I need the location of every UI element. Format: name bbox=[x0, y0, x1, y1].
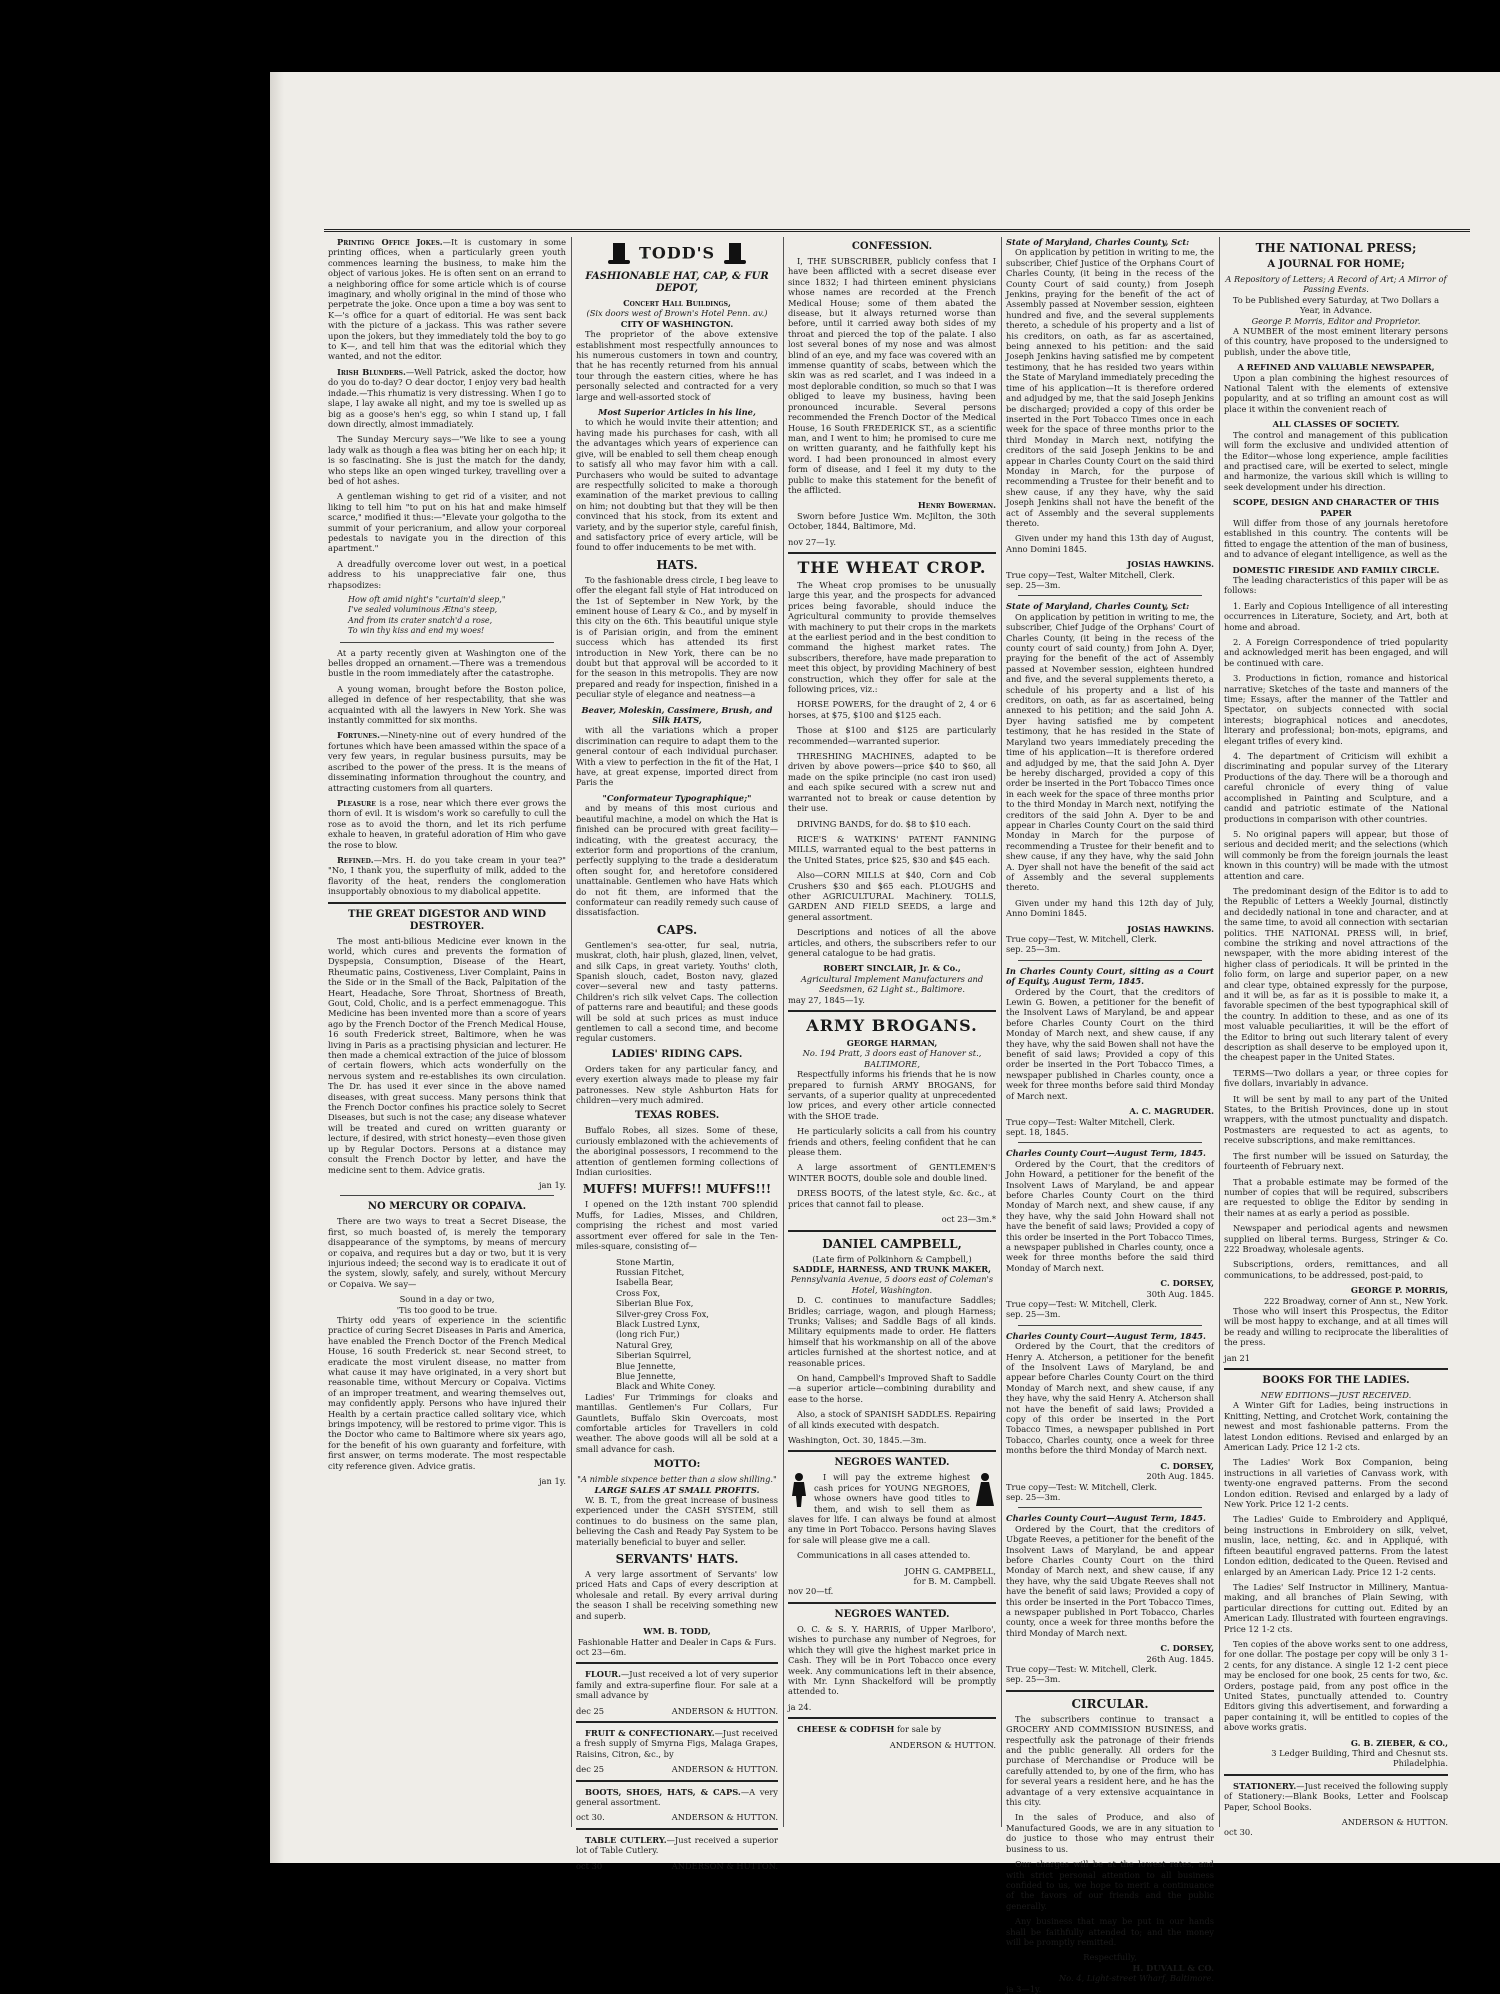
legal-notice-4-date: sep. 25—3m. bbox=[1006, 1309, 1061, 1320]
ad-text: —Just received a lot of very superior family and extra-superfine flour. For sale at a small advance by bbox=[576, 1669, 778, 1701]
negroes-wanted-heading: NEGROES WANTED. bbox=[834, 1457, 950, 1469]
cheese-ad bbox=[788, 1724, 996, 1734]
national-press-item: 4. The department of Criticism will exhibit a discriminating and popular survey of the Literary Productions of the day. There will be a thorough and careful chronicle of every thing of value accomplished in Painting and Sculpture, and a candid and patriotic estimate of the National productions in comparison with other countries. bbox=[1224, 751, 1448, 824]
todd-signature: WM. B. TODD, bbox=[643, 1626, 711, 1637]
legal-notice-6-date: sep. 25—3m. bbox=[1006, 1674, 1061, 1685]
todd-date: oct 23—6m. bbox=[576, 1646, 627, 1657]
national-press-text-9: That a probable estimate may be formed of the number of copies that will be required, subscribers are requested to oblige the Editor by sending in their names at as early a period as possible. bbox=[1224, 1176, 1448, 1218]
mercury-date: jan 1y. bbox=[538, 1476, 566, 1487]
campbell-date: Washington, Oct. 30, 1845.—3m. bbox=[788, 1435, 927, 1445]
caps-text: Gentlemen's sea-otter, fur seal, nutria, muskrat, cloth, hair plush, glazed, linen, velvet, and silk Caps, in great variety. Youths' cloth, Spanish slouch, cadet, Boston navy, glazed cover—several new and tasty patterns. Children's rich silk velvet Caps. The collection of patterns rare and beautiful; and these goods will be sold at such prices as must induce gentlemen to call a second time, and become regular customers. bbox=[576, 939, 778, 1044]
article-gentleman: A gentleman wishing to get rid of a visiter, and not liking to tell him "to put on his hat and make himself scarce," modified it thus:—"Elevate your golgotha to the summit of your pericranium, and allow your corporeal pedestals to navigate you in the direction of this apartment." bbox=[328, 491, 566, 554]
article-lover: A dreadfully overcome lover out west, in a poetical address to his unappreciative fair one, thus rhapsodizes: bbox=[328, 558, 566, 590]
legal-notice-2-true-copy: True copy—Test, W. Mitchell, Clerk. bbox=[1006, 934, 1157, 944]
newspaper-page bbox=[270, 72, 1500, 1994]
fur-item: Isabella Bear, bbox=[616, 1277, 674, 1288]
article-irish-blunders bbox=[328, 367, 566, 429]
national-press-item: 5. No original papers will appear, but those of serious and decided merit; and the selections (which will commonly be from the foreign journals the least known in this country) will be made with the utmost attention and care. bbox=[1224, 828, 1448, 881]
hats-heading: HATS. bbox=[656, 557, 698, 572]
mercury-heading: NO MERCURY OR COPAIVA. bbox=[367, 1201, 527, 1213]
fur-item: Stone Martin, bbox=[616, 1256, 675, 1267]
national-press-text-8: The first number will be issued on Saturday, the fourteenth of February next. bbox=[1224, 1150, 1448, 1172]
mercury-verse-1: Sound in a day or two, bbox=[399, 1294, 495, 1305]
legal-notice-5-text: Ordered by the Court, that the creditors of Henry A. Atcherson, a petitioner for the benefit of the Insolvent Laws of Maryland, be and appear before Charles County Court on the third Monday of March next, and shew cause, if any they have, why the said Henry A. Atcherson shall not have the benefit of said laws; Provided a copy of this order be inserted in the Port Tobacco Times, a newspaper published in Port Tobacco, Charles county, once a week for three months before the third Monday of March next. bbox=[1006, 1341, 1214, 1456]
ad-text: —A very general assortment. bbox=[576, 1786, 778, 1807]
article-text: —Well Patrick, asked the doctor, how do you do to-day? O dear doctor, I enjoy very bad health indade.—This rhumatiz is very distressing. When I go to slape, I lay awake all night, and my toe is swelled up as big as a goose's hen's egg, so whin I stand up, I fall down directly, almost immadiately. bbox=[328, 366, 566, 429]
conformateur: "Conformateur Typographique;" bbox=[602, 792, 752, 803]
national-press-text: A NUMBER of the most eminent literary persons of this country, have proposed to the undersigned to publish, under the above title, bbox=[1224, 326, 1448, 357]
top-hat-icon bbox=[722, 241, 748, 267]
column-rule bbox=[1219, 237, 1220, 1827]
books-heading: BOOKS FOR THE LADIES. bbox=[1262, 1375, 1410, 1386]
national-press-item: 1. Early and Copious Intelligence of all interesting occurrences in Literature, Society, and Art, both at home and abroad. bbox=[1224, 600, 1448, 632]
poem bbox=[348, 595, 566, 637]
ad-heading: FLOUR. bbox=[585, 1669, 621, 1680]
national-press-sub: A JOURNAL FOR HOME; bbox=[1267, 259, 1405, 270]
negroes-wanted-signature-2: for B. M. Campbell. bbox=[913, 1576, 996, 1587]
stationery-date: oct 30. bbox=[1224, 1827, 1253, 1838]
circular-text-3: Our charges will be at the lowest rates, and with strict personal attention to all business confided to us, we hope to merit a continuance of the favors of our friends and the public generally. bbox=[1006, 1859, 1214, 1911]
fur-list bbox=[616, 1257, 778, 1392]
legal-notice-1-date: sep. 25—3m. bbox=[1006, 580, 1061, 590]
servants-text: A very large assortment of Servants' low priced Hats and Caps of every description at wholesale and retail. By every arrival during the season I shall be receiving something new and superb. bbox=[576, 1569, 778, 1621]
wheat-heading: THE WHEAT CROP. bbox=[797, 557, 987, 577]
legal-notice-1-signature: JOSIAS HAWKINS. bbox=[1127, 559, 1214, 570]
legal-notice-4-signature-date: 30th Aug. 1845. bbox=[1146, 1288, 1214, 1299]
ad-date: oct 30 bbox=[576, 1860, 603, 1871]
mercury-text-2: Thirty odd years of experience in the scientific practice of curing Secret Diseases in Paris and America, have enabled the French Doctor of the French Medical House, 16 south Frederick st. near Second street, to eradicate the most virulent disease, no matter from what cause it may have originated, in a very short but reasonable time, without Mercury or Copaiva. Victims of an improper treatment, and wearing themselves out, may confidently apply. Persons who have injured their Health by a certain practice called solitary vice, which brings impotency, will be restored to prime vigor. This is the Doctor who came to Baltimore where six years ago, for the benefit of his own guaranty and forfeiture, with first answer, on terms moderate. The most respectable city reference given. Advice gratis. bbox=[328, 1314, 566, 1471]
harman-text-4: DRESS BOOTS, of the latest style, &c. &c., at prices that cannot fail to please. bbox=[788, 1188, 996, 1209]
ad-signature: ANDERSON & HUTTON. bbox=[671, 1705, 778, 1716]
confession-heading: CONFESSION. bbox=[851, 241, 933, 252]
column-5 bbox=[1224, 237, 1448, 1837]
national-press-text-5: The leading characteristics of this paper will be as follows: bbox=[1224, 574, 1448, 596]
national-press-item: 3. Productions in fiction, romance and historical narrative; Sketches of the taste and manners of the time; Essays, after the manner of the Tattler and Spectator, on subjects connected with social interests; biographical notices and anecdotes, literary and professional; bon-mots, epigrams, and elegant trifles of every kind. bbox=[1224, 673, 1448, 746]
fruit-ad bbox=[576, 1728, 778, 1759]
negroes-wanted-text-2: Communications in all cases attended to. bbox=[797, 1550, 971, 1561]
cutlery-signature bbox=[576, 1861, 778, 1871]
servants-heading: SERVANTS' HATS. bbox=[615, 1552, 739, 1567]
circular-text-4: Any business that may be put in our hands shall be faithfully attended to; and the money will be promptly remitted. bbox=[1006, 1916, 1214, 1947]
todd-title-text: TODD'S bbox=[638, 243, 716, 263]
threshing-machines: THRESHING MACHINES, adapted to be driven by above powers—price $40 to $60, all made on the spike principle (no cast iron used) and each spike secured with a screw nut and warranted not to break or cause detention by their use. bbox=[788, 751, 996, 814]
circular-text: The subscribers continue to transact a GROCERY AND COMMISSION BUSINESS, and respectfully ask the patronage of their friends and the public generally. All orders for the purchase of Merchandise or Produce will be carefully attended to, by one of the firm, who has for several years a resident here, and he has the advantage of a very extensive acquaintance in this city. bbox=[1006, 1713, 1214, 1808]
confession-date: nov 27—1y. bbox=[788, 536, 837, 547]
harman-text-2: He particularly solicits a call from his country friends and others, feeling confident that he can please them. bbox=[788, 1126, 996, 1158]
harman-date: oct 23—3m.* bbox=[941, 1214, 996, 1225]
ad-signature: ANDERSON & HUTTON. bbox=[671, 1812, 778, 1823]
todd-title bbox=[576, 241, 778, 267]
muffs-text: I opened on the 12th instant 700 splendid Muffs, for Ladies, Misses, and Children, comprising the richest and most varied assortment ever offered for sale in the Ten-miles-square, consisting of— bbox=[576, 1199, 778, 1252]
harman-text-3: A large assortment of GENTLEMEN'S WINTER BOOTS, double sole and double lined. bbox=[788, 1162, 996, 1183]
circular-text-2: In the sales of Produce, and also of Manufactured Goods, we are in any situation to do justice to those who may entrust their business to us. bbox=[1006, 1812, 1214, 1854]
motto-sub: LARGE SALES AT SMALL PROFITS. bbox=[594, 1484, 760, 1495]
article-heading: Pleasure bbox=[337, 797, 376, 808]
article-washington-party: At a party recently given at Washington one of the belles dropped an ornament.—There was a tremendous bustle in the room immediately after the catastrophe. bbox=[328, 647, 566, 679]
ad-heading: TABLE CUTLERY. bbox=[585, 1834, 667, 1845]
legal-notice-2-given: Given under my hand this 12th day of July, Anno Domini 1845. bbox=[1006, 897, 1214, 919]
ad-heading: FRUIT & CONFECTIONARY. bbox=[585, 1727, 715, 1738]
column-4 bbox=[1006, 237, 1214, 1994]
fur-item: Silver-grey Cross Fox, bbox=[616, 1308, 709, 1319]
ad-date: oct 30. bbox=[576, 1812, 605, 1823]
harman-address: No. 194 Pratt, 3 doors east of Hanover st., BALTIMORE, bbox=[802, 1048, 982, 1069]
digestor-date: jan 1y. bbox=[538, 1179, 566, 1190]
national-press-terms: To be Published every Saturday, at Two Dollars a Year, in Advance. bbox=[1232, 294, 1440, 316]
motto-heading: MOTTO: bbox=[653, 1459, 701, 1471]
legal-notice-5-true-copy: True copy—Test: W. Mitchell, Clerk. bbox=[1006, 1481, 1158, 1492]
flour-signature bbox=[576, 1706, 778, 1716]
column-rule bbox=[1001, 237, 1002, 1827]
catalogue: Descriptions and notices of all the above articles, and others, the subscribers refer to our general catalogue to be had gratis. bbox=[788, 927, 996, 958]
wheat-text: The Wheat crop promises to be unusually large this year, and the prospects for advanced prices being favorable, should induce the Agricultural community to provide themselves with machinery to put their crops in the markets at the earliest period and in the best condition to command the highest market rates. The subscribers, therefore, have made preparation to meet this object, by providing Machinery of best construction, which they offer for sale at the following prices, viz.: bbox=[788, 579, 996, 695]
national-press-editor: George P. Morris, Editor and Proprietor. bbox=[1251, 315, 1421, 326]
todd-address: Concert Hall Buildings, bbox=[623, 298, 731, 308]
books-sub: NEW EDITIONS—JUST RECEIVED. bbox=[1260, 1390, 1412, 1400]
legal-notice-2-heading: State of Maryland, Charles County, Sct: bbox=[1006, 601, 1190, 612]
negroes-wanted-text: I will pay the extreme highest cash prices for YOUNG NEGROES, whose owners have good titles to them, and wish to sell them as slaves for life. I can always be found at almost any time in Port Tobacco. Persons having Slaves for sale will please give me a call. bbox=[788, 1472, 996, 1545]
national-press-text-10: Newspaper and periodical agents and newsmen supplied on liberal terms. Burgess, Stringer & Co. 222 Broadway, wholesale agents. bbox=[1224, 1223, 1448, 1254]
fur-item: Cross Fox, bbox=[616, 1287, 661, 1298]
legal-notice-5-date: sep. 25—3m. bbox=[1006, 1491, 1061, 1502]
sinclair-date: may 27, 1845—1y. bbox=[788, 994, 865, 1005]
legal-notice-2-date: sep. 25—3m. bbox=[1006, 944, 1061, 955]
legal-notice-3-signature: A. C. MAGRUDER. bbox=[1129, 1106, 1214, 1117]
campbell-sub-2: SADDLE, HARNESS, AND TRUNK MAKER, bbox=[792, 1263, 992, 1274]
fanning-mills: RICE'S & WATKINS' PATENT FANNING MILLS, warranted equal to the best patterns in the United States, price $25, $30 and $45 each. bbox=[788, 833, 996, 865]
caps-heading: CAPS. bbox=[656, 922, 698, 937]
legal-notice-4-text: Ordered by the Court, that the creditors of John Howard, a petitioner for the benefit of the Insolvent Laws of Maryland, be and appear before Charles County Court on the third Monday of March next, and shew cause, if any they have, why the said John Howard shall not have the benefit of said laws; Provided a copy of this order be inserted in the Port Tobacco Times, a newspaper published in Charles county, once a week for three months before the said third Monday of March next. bbox=[1006, 1158, 1214, 1273]
article-text: is a rose, near which there ever grows the thorn of evil. It is wisdom's work so carefully to cull the rose as to avoid the thorn, and let its rich perfume exhale to heaven, in grateful adoration of Him who gave the rose to blow. bbox=[328, 797, 566, 850]
circular-respectfully: Respectfully, bbox=[1083, 1952, 1137, 1963]
ad-signature: ANDERSON & HUTTON. bbox=[671, 1764, 778, 1775]
poem-line: And from its crater snatch'd a rose, bbox=[348, 615, 493, 625]
legal-notice-3-true-copy: True copy—Test: Walter Mitchell, Clerk. bbox=[1006, 1116, 1175, 1127]
harman-text: Respectfully informs his friends that he is now prepared to furnish ARMY BROGANS, for servants, of a superior quality at unprecedented low prices, and every other article connected with the SHOE trade. bbox=[788, 1069, 996, 1121]
ad-text: —Just received the following supply of Stationery:—Blank Books, Letter and Foolscap Paper, School Books. bbox=[1224, 1780, 1448, 1812]
negroes-wanted-signature: JOHN G. CAMPBELL, bbox=[904, 1565, 996, 1576]
hats-text-2: with all the variations which a proper discrimination can require to adapt them to the general contour of each individual purchaser. With a view to perfection in the fit of the Hat, I have, at great expense, imported direct from Paris the bbox=[576, 725, 778, 788]
cutlery-ad bbox=[576, 1835, 778, 1856]
conformateur-text: and by means of this most curious and beautiful machine, a model on which the Hat is finished can be procured with great facility—indicating, with the greatest accuracy, the exterior form and proportions of the cranium, perfectly supplying to the trade a desideratum often sought for, and heretofore considered unattainable. Gentlemen who have Hats which do not fit them, are informed that the conformateur can readily remedy such cause of dissatisfaction. bbox=[576, 803, 778, 918]
article-pleasure bbox=[328, 798, 566, 850]
article-young-woman: A young woman, brought before the Boston police, alleged in defence of her respectability, that she was acquainted with all the lawyers in New York. She was instantly committed for six months. bbox=[328, 683, 566, 726]
sinclair-address: Agricultural Implement Manufacturers and Seedsmen, 62 Light st., Baltimore. bbox=[800, 973, 984, 995]
driving-bands: DRIVING BANDS, for do. $8 to $10 each. bbox=[797, 818, 971, 829]
wbt-text: W. B. T., from the great increase of business experienced under the CASH SYSTEM, still continues to do business on the same plan, believing the Cash and Ready Pay System to be materially beneficial to buyer and seller. bbox=[576, 1495, 778, 1547]
army-brogans-heading: ARMY BROGANS. bbox=[806, 1016, 978, 1035]
legal-notice-5-heading: Charles County Court—August Term, 1845. bbox=[1006, 1330, 1206, 1341]
column-rule bbox=[571, 237, 572, 1827]
column-2 bbox=[576, 237, 778, 1871]
legal-notice-6-heading: Charles County Court—August Term, 1845. bbox=[1006, 1513, 1206, 1524]
todd-city: CITY OF WASHINGTON. bbox=[620, 318, 734, 329]
national-press-text-4: Will differ from those of any journals heretofore established in this country. The contents will be fitted to engage the attention of the man of business, and to advance of elegant intelligence, as well as the bbox=[1224, 517, 1448, 560]
article-text: —It is customary in some printing offices, when a particularly green youth commences learning the business, to make him the object of various jokes. He is often sent on an errand to a neighboring office for some article which is of course imaginary, and wholly original in the mind of those who perpetrate the joke. Once upon a time a boy was sent to K—'s office for a quart of editorial. He was sent back with the picture of a jackass. This was rather severe upon the jokers, but they immediately told the boy to go to K—, and tell him that was the editorial which they wanted, and not the editor. bbox=[328, 237, 566, 362]
texas-robes-text: Buffalo Robes, all sizes. Some of these, curiously emblazoned with the achievements of the aboriginal possessors, I recommend to the attention of gentlemen forming collections of Indian curiosities. bbox=[576, 1125, 778, 1178]
corn-mills: Also—CORN MILLS at $40, Corn and Cob Crushers $30 and $65 each. PLOUGHS and other AGRICULTURAL Machinery. TOLLS, GARDEN AND FIELD SEEDS, a large and general assortment. bbox=[788, 870, 996, 922]
ad-text: for sale by bbox=[896, 1724, 942, 1735]
book-item: The Ladies' Guide to Embroidery and Appliqué, being instructions in Embroidery on silk, velvet, muslin, lace, netting, &c. and in Appliqué, with fifteen beautiful engraved patterns. From the latest London edition, dedicated to the Queen. Revised and enlarged by an American Lady. Price 12 1-2 cents. bbox=[1224, 1514, 1448, 1577]
todd-superior: Most Superior Articles in his line, bbox=[598, 407, 756, 418]
article-heading: Irish Blunders. bbox=[337, 366, 406, 377]
top-rule bbox=[324, 229, 1470, 232]
article-sunday-mercury: The Sunday Mercury says—"We like to see a young lady walk as though a flea was biting her on each hip; it is so fascinating. She is just the match for the dandy, who steps like an open winged turkey, travelling over a bed of hot ashes. bbox=[328, 434, 566, 486]
negroes-wanted-date: nov 20—tf. bbox=[788, 1586, 834, 1597]
figure-engraving-icon bbox=[788, 1472, 810, 1508]
harman-name: GEORGE HARMAN, bbox=[846, 1038, 938, 1048]
fur-item: Siberian Blue Fox, bbox=[616, 1298, 694, 1309]
legal-notice-4-signature: C. DORSEY, bbox=[1160, 1278, 1214, 1289]
motto-text: "A nimble sixpence better than a slow shilling." bbox=[577, 1474, 777, 1485]
fur-item: (long rich Fur,) bbox=[616, 1329, 680, 1340]
flour-ad bbox=[576, 1669, 778, 1700]
fur-item: Siberian Squirrel, bbox=[616, 1350, 692, 1361]
fur-item: Russian Fitchet, bbox=[616, 1266, 685, 1277]
national-press-date: jan 21 bbox=[1224, 1352, 1251, 1363]
article-printing-jokes bbox=[328, 237, 566, 362]
boots-ad bbox=[576, 1787, 778, 1808]
riding-caps-heading: LADIES' RIDING CAPS. bbox=[611, 1048, 743, 1060]
column-rule bbox=[783, 237, 784, 1827]
furs-text: Ladies' Fur Trimmings for cloaks and mantillas. Gentlemen's Fur Collars, Fur Gauntlets, Buffalo Skin Overcoats, most comfortable articles for Travellers in cold weather. The above goods will all be sold at a small advance for cash. bbox=[576, 1391, 778, 1454]
fur-item: Blue Jennette, bbox=[616, 1360, 676, 1371]
legal-notice-3-date: sept. 18, 1845. bbox=[1006, 1126, 1069, 1137]
fur-item: Black Lustred Lynx, bbox=[616, 1318, 700, 1329]
riding-caps-text: Orders taken for any particular fancy, and every exertion always made to please my fair patronesses. New style Ashburton Hats for children—very much admired. bbox=[576, 1063, 778, 1106]
books-signature: G. B. ZIEBER, & CO., bbox=[1350, 1737, 1448, 1748]
national-press-circle: DOMESTIC FIRESIDE AND FAMILY CIRCLE. bbox=[1232, 564, 1440, 575]
legal-notice-1-given: Given under my hand this 13th day of August, Anno Domini 1845. bbox=[1006, 533, 1214, 554]
national-press-refined: A REFINED AND VALUABLE NEWSPAPER, bbox=[1237, 362, 1435, 373]
book-item: A Winter Gift for Ladies, being instructions in Knitting, Netting, and Crotchet Work, containing the newest and most fashionable patterns. From the latest London editions. Revised and enlarged by an American Lady. Price 12 1-2 cts. bbox=[1224, 1400, 1448, 1453]
article-refined bbox=[328, 855, 566, 897]
legal-notice-3-text: Ordered by the Court, that the creditors of Lewin G. Bowen, a petitioner for the benefit of the Insolvent Laws of Maryland, be and appear before Charles County Court on the third Monday of March next, and shew cause, if any they have, why the said Bowen shall not have the benefit of said laws; Provided a copy of this order be inserted in the Port Tobacco Times, a newspaper published in Charles county, once a week for three months before said third Monday of March next. bbox=[1006, 986, 1214, 1101]
stationery-ad bbox=[1224, 1781, 1448, 1812]
campbell-heading: DANIEL CAMPBELL, bbox=[822, 1236, 962, 1251]
legal-notice-6-true-copy: True copy—Test: W. Mitchell, Clerk. bbox=[1006, 1664, 1158, 1674]
legal-notice-5-signature-date: 20th Aug. 1845. bbox=[1146, 1471, 1214, 1482]
books-text: Ten copies of the above works sent to one address, for one dollar. The postage per copy will be only 3 1-2 cents, for any distance. A single 12 1-2 cent piece may be enclosed for one book, 25 cents for two, &c. Orders, postage paid, from any post office in the United States, punctually attended to. Country Editors giving this advertisement, and forwarding a paper containing it, will be entitled to copies of the above works gratis. bbox=[1224, 1638, 1448, 1733]
ad-heading: BOOTS, SHOES, HATS, & CAPS. bbox=[585, 1786, 741, 1797]
todd-subtitle: FASHIONABLE HAT, CAP, & FUR DEPOT, bbox=[585, 271, 769, 294]
todd-address-2: (Six doors west of Brown's Hotel Penn. av.) bbox=[586, 308, 768, 319]
article-text: —Mrs. H. do you take cream in your tea?" "No, I thank you, the superfluity of milk, added to the flavority of the heat, renders the conglomeration insupportably obnoxious to my diabolical appetite. bbox=[328, 854, 566, 897]
confession-signature: Henry Bowerman. bbox=[917, 500, 996, 511]
campbell-address: Pennsylvania Avenue, 5 doors east of Coleman's Hotel, Washington. bbox=[790, 1274, 994, 1295]
national-press-address: 222 Broadway, corner of Ann st., New York. bbox=[1264, 1295, 1448, 1306]
national-press-terms-2: TERMS—Two dollars a year, or three copies for five dollars, invariably in advance. bbox=[1224, 1067, 1448, 1089]
digestor-heading: THE GREAT DIGESTOR AND WIND DESTROYER. bbox=[347, 908, 547, 932]
legal-notice-5-signature: C. DORSEY, bbox=[1160, 1460, 1214, 1471]
column-1 bbox=[328, 237, 566, 1837]
article-fortunes bbox=[328, 730, 566, 792]
hats-text: To the fashionable dress circle, I beg leave to offer the elegant fall style of Hat introduced on the 1st of September in New York, by the eminent house of Leary & Co., and by myself in this city on the 6th. This beautiful unique style is of Parisian origin, and from the eminent success which has attended its first introduction in New York, there can be no doubt but that approval will be accorded to it for the season in this metropolis. They are now prepared and ready for inspection, finished in a peculiar style of elegance and neatness—a bbox=[576, 574, 778, 700]
ad-text: —Just received a superior lot of Table Cutlery. bbox=[576, 1834, 778, 1856]
fur-item: Blue Jennette, bbox=[616, 1370, 676, 1381]
poem-line: I've sealed voluminous Ætna's steep, bbox=[348, 605, 498, 615]
mercury-text: There are two ways to treat a Secret Disease, the first, so much boasted of, is merely the temporary disappearance of the symptoms, by means of mercury or copaiva, and requires but a day or two, but it is very injurious indeed; the second way is to eradicate it out of the system, slowly, safely, and surely, without Mercury or Copaiva. We say— bbox=[328, 1216, 566, 1289]
legal-notice-6-signature: C. DORSEY, bbox=[1160, 1643, 1214, 1654]
legal-notice-2-text: On application by petition in writing to me, the subscriber, Chief Judge of the Orphans' Court of Charles County, (it being in the recess of the county court of said county,) from John A. Dyer, praying for the benefit of the act of Assembly passed at November session, eighteen hundred and five, and the several supplements thereto, a schedule of his property and a list of his creditors, on oath, as far as ascertained, being annexed to his petition; and the said John A. Dyer having satisfied me by competent testimony, that he has resided in the State of Maryland two years immediately preceding the time of his application—It is therefore ordered and adjudged by me, that the said John A. Dyer be hereby discharged, provided a copy of this order be inserted in the Port Tobacco Times once in each week for the space of three months prior to the third Monday in March next, notifying the creditors of the said John A. Dyer to be and appear in Charles County Court on the said third Monday in March for the purpose of recommending a Trustee for their benefit and to shew cause, if any they have, why the said John A. Dyer shall not have the benefit of the said act of Assembly and the several supplements thereto. bbox=[1006, 611, 1214, 893]
circular-signature: H. DUVALL & CO. bbox=[1132, 1962, 1214, 1973]
ad-signature: ANDERSON & HUTTON. bbox=[671, 1860, 778, 1871]
circular-heading: CIRCULAR. bbox=[1071, 1696, 1149, 1711]
confession-text: I, THE SUBSCRIBER, publicly confess that I have been afflicted with a secret disease ever since 1832; I had thirteen eminent physicians whose names are recorded at the French Medical House; some of them abated the disease, but it always returned worse than before, until it carried away both sides of my throat and pierced the top of the palate. I also lost several bones of my nose and was almost blind of an eye, and my face was covered with an immense quantity of scabs, between which the skin was as red scarlet, and I was indeed in a most deplorable condition, so much so that I was obliged to leave my business, having been pronounced incurable. Several persons recommended the French Doctor of the Medical House, 16 South FREDERICK ST., as a scientific man, and I went to him; he promised to cure me on written guaranty, and he faithfully kept his word. I had been pronounced in almost every form of disease, and I feel it my duty to the public to make this statement for the benefit of the afflicted. bbox=[788, 256, 996, 495]
national-press-text-3: The control and management of this publication will form the exclusive and undivided attention of the Editor—whose long experience, ample facilities and practised care, will be exerted to select, mingle and harmonize, the various skill which is willing to seek development under his direction. bbox=[1224, 429, 1448, 492]
ad-text: —Just received a fresh supply of Smyrna Figs, Malaga Grapes, Raisins, Citron, &c., by bbox=[576, 1727, 778, 1759]
todd-signature-2: Fashionable Hatter and Dealer in Caps & Furs. bbox=[577, 1636, 777, 1647]
ad-date: dec 25 bbox=[576, 1764, 605, 1775]
national-press-scope: SCOPE, DESIGN AND CHARACTER OF THIS PAPER bbox=[1232, 497, 1440, 518]
legal-notice-4-true-copy: True copy—Test: W. Mitchell, Clerk. bbox=[1006, 1299, 1158, 1309]
campbell-sub: (Late firm of Polkinhorn & Campbell,) bbox=[812, 1253, 972, 1264]
national-press-item: 2. A Foreign Correspondence of tried popularity and acknowledged merit has been engaged, and will be continued with care. bbox=[1224, 637, 1448, 668]
boots-signature bbox=[576, 1812, 778, 1822]
book-item: The Ladies' Work Box Companion, being instructions in all varieties of Canvass work, with twenty-one engraved patterns. From the second London edition. Revised and enlarged by a lady of New York. Price 12 1-2 cents. bbox=[1224, 1457, 1448, 1510]
stationery-signature: ANDERSON & HUTTON. bbox=[1341, 1817, 1448, 1828]
poem-line: How oft amid night's "curtain'd sleep," bbox=[348, 595, 506, 604]
poem-line: To win thy kiss and end my woes! bbox=[348, 626, 485, 636]
legal-notice-3-heading: In Charles County Court, sitting as a Court of Equity, August Term, 1845. bbox=[1006, 965, 1214, 987]
article-heading: Fortunes. bbox=[337, 730, 380, 741]
national-press-text-6: The predominant design of the Editor is to add to the Republic of Letters a Weekly Journal, distinctly and decidedly national in tone and character, and at the same time, to avoid all connection with sectarian politics. THE NATIONAL PRESS will, in brief, combine the striking and novel attractions of the newspaper, with the more abiding interest of the higher class of periodicals. It will be printed in the folio form, on large and superior paper, on a new and clear type, obtained expressly for the purpose, and it will be, as far as it is possible to make it, a favorable specimen of the best typographical skill of the country. In addition to these, and as one of its most valuable peculiarities, it will be the effort of the Editor to bring out such literary talent of every description as shall deserve to be employed upon it, the cheapest paper in the United States. bbox=[1224, 885, 1448, 1063]
fur-item: Natural Grey, bbox=[616, 1339, 673, 1350]
todd-text: The proprietor of the above extensive establishment most respectfully announces to his numerous customers in town and country, that he has recently returned from his annual tour through the eastern cities, where he has personally selected and contracted for a very large and well-assorted stock of bbox=[576, 329, 778, 402]
national-press-sub-2: A Repository of Letters; A Record of Art; A Mirror of Passing Events. bbox=[1225, 274, 1447, 295]
negroes-wanted-2-heading: NEGROES WANTED. bbox=[834, 1608, 950, 1620]
ad-heading: CHEESE & CODFISH bbox=[797, 1724, 895, 1735]
campbell-text: D. C. continues to manufacture Saddles; Bridles; carriage, wagon, and plough Harness; Trunks; Valises; and Saddle Bags of all kinds. Military equipments made to order. He flatters himself that his workmanship on all of the above articles furnished at the shortest notice, and at reasonable prices. bbox=[788, 1295, 996, 1368]
legal-notice-1-heading: State of Maryland, Charles County, Sct: bbox=[1006, 237, 1190, 247]
legal-notice-6-text: Ordered by the Court, that the creditors of Ubgate Reeves, a petitioner for the benefit of the Insolvent Laws of Maryland, be and appear before Charles County Court on the third Monday of March next, and shew cause, if any they have, why the said Ubgate Reeves shall not have the benefit of said laws; Provided a copy of this order be inserted in the Port Tobacco Times, a newspaper published in Port Tobacco, Charles county, once a week for three months before the third Monday of March next. bbox=[1006, 1523, 1214, 1638]
fruit-signature bbox=[576, 1764, 778, 1774]
legal-notice-1-true-copy: True copy—Test, Walter Mitchell, Clerk. bbox=[1006, 569, 1175, 580]
horse-powers: HORSE POWERS, for the draught of 2, 4 or 6 horses, at $75, $100 and $125 each. bbox=[788, 699, 996, 720]
figure-engraving-icon bbox=[974, 1472, 996, 1508]
ad-date: dec 25 bbox=[576, 1705, 605, 1716]
circular-address: No. 4, Light-street Wharf, Baltimore. bbox=[1058, 1973, 1214, 1984]
national-press-classes: ALL CLASSES OF SOCIETY. bbox=[1272, 419, 1400, 430]
legal-notice-6-signature-date: 26th Aug. 1845. bbox=[1146, 1653, 1214, 1664]
ad-heading: STATIONERY. bbox=[1233, 1780, 1297, 1791]
national-press-text-11: Subscriptions, orders, remittances, and all communications, to be addressed, post-paid, to bbox=[1224, 1259, 1448, 1280]
circular-date: ja 3—1y. bbox=[1006, 1983, 1042, 1994]
confession-sworn: Sworn before Justice Wm. McJilton, the 30th October, 1844, Baltimore, Md. bbox=[788, 510, 996, 532]
todd-text-2: to which he would invite their attention; and having made his purchases for cash, with all the advantages which years of experience can give, will be enabled to sell them cheap enough to satisfy all who may favor him with a call. Purchasers who would be suited to advantage are respectfully solicited to make a thorough examination of the market previous to calling on him; not doubting but that they will be then convinced that his stock, from its extent and variety, and by the superior style, careful finish, and satisfactory price of every article, will be found to offer inducements to be met with. bbox=[576, 417, 778, 553]
article-heading: Printing Office Jokes. bbox=[337, 237, 443, 247]
legal-notice-2-signature: JOSIAS HAWKINS. bbox=[1127, 923, 1214, 934]
national-press-text-12: Those who will insert this Prospectus, the Editor will be most happy to exchange, and at all times will be ready and willing to reciprocate the liberalities of the press. bbox=[1224, 1305, 1448, 1348]
top-hat-icon bbox=[606, 241, 632, 267]
cheese-signature: ANDERSON & HUTTON. bbox=[889, 1739, 996, 1750]
texas-robes-heading: TEXAS ROBES. bbox=[634, 1110, 720, 1122]
book-item: The Ladies' Self Instructor in Millinery, Mantua-making, and all branches of Plain Sewing, with particular directions for cutting out. Edited by an American Lady. Illustrated with fourteen engravings. Price 12 1-2 cts. bbox=[1224, 1581, 1448, 1634]
fur-item: Black and White Coney. bbox=[616, 1381, 716, 1392]
national-press-text-7: It will be sent by mail to any part of the United States, to the British Provinces, done up in stout wrappers, with the utmost punctuality and dispatch. Postmasters are requested to act as agents, to receive subscriptions, and make remittances. bbox=[1224, 1093, 1448, 1146]
negroes-wanted-2-text: O. C. & S. Y. HARRIS, of Upper Marlboro', wishes to purchase any number of Negroes, for which they will give the highest market price in Cash. They will be in Port Tobacco once every week. Any communications left in their absence, with Mr. Lynn Shackelford will be promptly attended to. bbox=[788, 1623, 996, 1697]
campbell-text-2: On hand, Campbell's Improved Shaft to Saddle—a superior article—combining durability and ease to the horse. bbox=[788, 1372, 996, 1404]
mercury-verse-2: 'Tis too good to be true. bbox=[396, 1304, 498, 1315]
hats-kinds: Beaver, Moleskin, Cassimere, Brush, and Silk HATS, bbox=[581, 704, 773, 726]
legal-notice-1-text: On application by petition in writing to me, the subscriber, Chief Justice of the Orphans Court of Charles County, (it being in the recess of the County Court of said county,) from Joseph Jenkins, praying for the benefit of the act of Assembly passed at November session, eighteen hundred and five, and the several supplements thereto, a schedule of his property and a list of his creditors, on oath, as far as ascertained, being annexed to his petition: and the said Joseph Jenkins having satisfied me by competent testimony, that he has resided two years within the State of Maryland immediately preceding the time of his application—It is therefore ordered and adjudged by me, that the said Joseph Jenkins be discharged; provided a copy of this order be inserted in the Port Tobacco Times once in each week for the space of three months prior to the third Monday in March next, notifying the creditors of the said Joseph Jenkins to be and appear in Charles County Court on the said third Monday in March, for the purpose of recommending a Trustee for their benefit and to shew cause, if any they have, why the said Joseph Jenkins shall not have the benefit of the act of Assembly and the several supplements thereto. bbox=[1006, 247, 1214, 528]
horse-powers-2: Those at $100 and $125 are particularly recommended—warranted superior. bbox=[788, 725, 996, 746]
sinclair-signature: ROBERT SINCLAIR, Jr. & Co., bbox=[823, 963, 961, 974]
national-press-text-2: Upon a plan combining the highest resources of National Talent with the elements of extensive popularity, and at so trifling an amount cost as will place it within the convenient reach of bbox=[1224, 372, 1448, 414]
muffs-heading: MUFFS! MUFFS!! MUFFS!!! bbox=[582, 1182, 772, 1197]
negroes-wanted-2-date: ja 24. bbox=[788, 1701, 812, 1712]
column-3 bbox=[788, 237, 996, 1837]
books-address: 3 Ledger Building, Third and Chesnut sts. Philadelphia. bbox=[1271, 1748, 1448, 1769]
article-heading: Refined. bbox=[337, 854, 374, 865]
campbell-text-3: Also, a stock of SPANISH SADDLES. Repairing of all kinds executed with despatch. bbox=[788, 1409, 996, 1430]
digestor-text: The most anti-bilious Medicine ever known in the world, which cures and prevents the formation of Dyspepsia, Consumption, Disease of the Heart, Rheumatic pains, Costiveness, Liver Complaint, Pains in the Side or in the Small of the Back, Palpitation of the Heart, Headache, Sore Throat, Shortness of Breath, Gout, Cold, Cholic, and is a perfect emmenagogue. This Medicine has been invented more than a score of years ago by the French Doctor of the French Medical House, 16 south Frederick street, Baltimore, when he was living in Paris as a practising physician and lecturer. He then made a chemical extraction of the juice of blossom of certain flowers, which acts wonderfully on the nervous system and re-establishes its own circulation. The Dr. has used it ever since in the above named diseases, with great success. Many persons think that the French Doctor confines his practice solely to Secret Diseases, but such is not the case; any disease whatever will be treated and cured on written guaranty or lecture, if desired, with strict honesty—even those given up by Regular Doctors. Persons at a distance may consult the French Doctor by letter, and have the medicine sent to them. Advice gratis. bbox=[328, 935, 566, 1175]
national-press-heading: THE NATIONAL PRESS; bbox=[1255, 241, 1417, 255]
article-text: —Ninety-nine out of every hundred of the fortunes which have been amassed within the space of a very few years, in regular business pursuits, may be ascribed to the power of the press. It is the means of disseminating information throughout the country, and attracting customers from all quarters. bbox=[328, 730, 567, 793]
national-press-signature: GEORGE P. MORRIS, bbox=[1350, 1285, 1448, 1296]
legal-notice-4-heading: Charles County Court—August Term, 1845. bbox=[1006, 1148, 1206, 1159]
